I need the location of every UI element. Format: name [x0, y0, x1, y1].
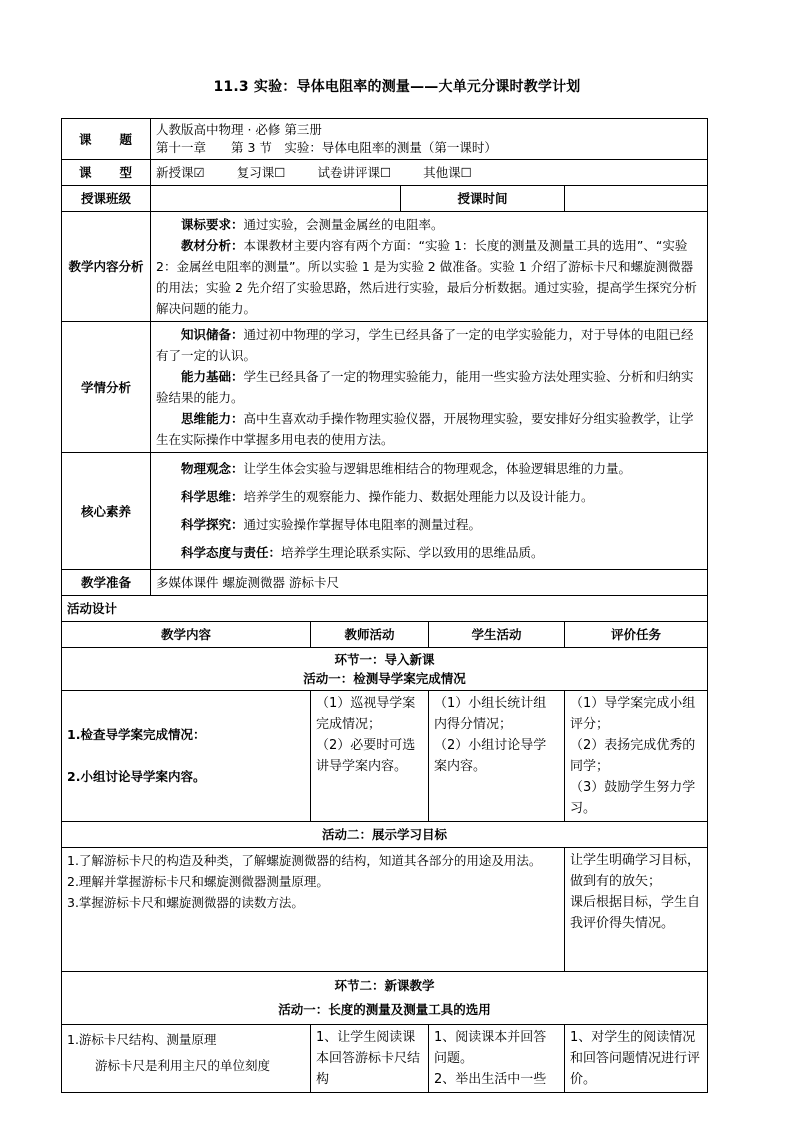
- student-item: 1、阅读课本并回答问题。: [434, 1030, 547, 1066]
- content-line: 1.游标卡尺结构、测量原理: [67, 1032, 217, 1047]
- student-item: 2、举出生活中一些: [434, 1072, 547, 1087]
- eval-item: （2）表扬完成优秀的同学；: [570, 738, 696, 774]
- prep-value: 多媒体课件 螺旋测微器 游标卡尺: [151, 570, 708, 596]
- teacher-item: （2）必要时可选讲导学案内容。: [316, 738, 416, 774]
- scientific-inquiry: [156, 511, 702, 539]
- goal-item: 2.理解并掌握游标卡尺和螺旋测微器测量原理。: [67, 874, 329, 889]
- content-analysis-label: 教学内容分析: [62, 212, 151, 322]
- textbook-analysis-title: 教材分析：: [181, 238, 244, 253]
- eval-item: 课后根据目标，学生自我评价得失情况。: [570, 895, 701, 931]
- thinking-ability-title: 思维能力：: [181, 411, 244, 426]
- document-title: 11.3 实验：导体电阻率的测量——大单元分课时教学计划: [213, 79, 581, 95]
- col-student-activity: 学生活动: [429, 622, 565, 648]
- student-analysis-label: 学情分析: [62, 322, 151, 453]
- knowledge-base: [156, 324, 702, 366]
- student-item: （1）小组长统计组内得分情况；: [434, 696, 547, 732]
- physics-concept-text: 让学生体会实验与逻辑思维相结合的物理观念，体验逻辑思维的力量。: [243, 461, 632, 476]
- lesson-type-label: 课 型: [62, 160, 151, 186]
- topic-line-1: 人教版高中物理 · 必修 第三册: [156, 122, 322, 137]
- part1-activity2-goals: [62, 848, 565, 972]
- student-item: （2）小组讨论导学案内容。: [434, 738, 547, 774]
- physics-concept-title: 物理观念：: [181, 461, 244, 476]
- content-line: 游标卡尺是利用主尺的单位刻度: [95, 1058, 271, 1073]
- goal-item: 1.了解游标卡尺的构造及种类，了解螺旋测微器的结构，知道其各部分的用途及用法。: [67, 853, 542, 868]
- core-literacy-value: [151, 453, 708, 570]
- lesson-type-options: [151, 160, 708, 186]
- scientific-attitude-text: 培养学生理论联系实际、学以致用的思维品质。: [281, 545, 544, 560]
- eval-item: （3）鼓励学生努力学习。: [570, 780, 696, 816]
- col-teacher-activity: 教师活动: [311, 622, 429, 648]
- part1-title: 环节一：导入新课: [334, 652, 435, 667]
- part1-activity1-student: [429, 691, 565, 822]
- part2-activity1-student: [429, 1025, 565, 1093]
- content-analysis-value: [151, 212, 708, 322]
- goal-item: 3.掌握游标卡尺和螺旋测微器的读数方法。: [67, 895, 304, 910]
- content-item: 1.检查导学案完成情况：: [67, 727, 206, 742]
- eval-item: （1）导学案完成小组评分；: [570, 696, 696, 732]
- part2-activity1-title: 活动一：长度的测量及测量工具的选用: [278, 1002, 491, 1017]
- teacher-item: （1）巡视导学案完成情况；: [316, 696, 416, 732]
- prep-label: 教学准备: [62, 570, 151, 596]
- topic-label: 课 题: [62, 119, 151, 160]
- scientific-thinking-title: 科学思维：: [181, 489, 244, 504]
- part2-activity1-teacher: 1、让学生阅读课本回答游标卡尺结构: [311, 1025, 429, 1093]
- textbook-analysis-text: 本课教材主要内容有两个方面：“实验 1：长度的测量及测量工具的选用”、“实验 2：金属丝电阻率的测量”。所以实验 1 是为实验 2 做准备。实验 1 介绍了游标卡尺和螺旋测微器的用法；实验 2 先介绍了实验思路，然后进行实验，最后分析数据。通过实验，提高学生探究分析解决问题的能力。: [156, 238, 697, 316]
- part1-activity2-eval: [565, 848, 708, 972]
- part2-activity1-content: [62, 1025, 311, 1093]
- scientific-attitude-title: 科学态度与责任：: [181, 545, 282, 560]
- ability-base-text: 学生已经具备了一定的物理实验能力，能用一些实验方法处理实验、分析和归纳实验结果的能力。: [156, 369, 694, 405]
- col-teaching-content: 教学内容: [62, 622, 311, 648]
- part1-activity1-content: [62, 691, 311, 822]
- part2-header: [62, 972, 708, 1025]
- scientific-thinking: [156, 483, 702, 511]
- curriculum-requirement: [156, 214, 702, 235]
- activity-design-label: 活动设计: [62, 596, 708, 622]
- scientific-inquiry-text: 通过实验操作掌握导体电阻率的测量过程。: [243, 517, 482, 532]
- scientific-inquiry-title: 科学探究：: [181, 517, 244, 532]
- knowledge-base-title: 知识储备：: [181, 327, 244, 342]
- part1-activity1-title: 活动一：检测导学案完成情况: [303, 671, 466, 686]
- activity-columns-header: [62, 622, 708, 648]
- ability-base-title: 能力基础：: [181, 369, 244, 384]
- part1-header: [62, 648, 708, 691]
- topic-value: [151, 119, 708, 160]
- content-item: 2.小组讨论导学案内容。: [67, 769, 206, 784]
- time-label: 授课时间: [401, 186, 565, 212]
- part1-activity2-title: 活动二：展示学习目标: [62, 822, 708, 848]
- scientific-attitude: [156, 539, 702, 567]
- ability-base: [156, 366, 702, 408]
- eval-item: 让学生明确学习目标，做到有的放矢；: [570, 853, 701, 889]
- core-literacy-label: 核心素养: [62, 453, 151, 570]
- part1-activity1-eval: [565, 691, 708, 822]
- lesson-type-other[interactable]: 其他课☐: [423, 165, 472, 180]
- lesson-plan-table: [61, 118, 708, 1093]
- part2-title: 环节二：新课教学: [334, 978, 435, 993]
- knowledge-base-text: 通过初中物理的学习，学生已经具备了一定的电学实验能力，对于导体的电阻已经有了一定的认识。: [156, 327, 694, 363]
- student-analysis-value: [151, 322, 708, 453]
- curriculum-requirement-text: 通过实验，会测量金属丝的电阻率。: [243, 217, 444, 232]
- thinking-ability-text: 高中生喜欢动手操作物理实验仪器，开展物理实验，要安排好分组实验教学，让学生在实际操作中掌握多用电表的使用方法。: [156, 411, 694, 447]
- scientific-thinking-text: 培养学生的观察能力、操作能力、数据处理能力以及设计能力。: [243, 489, 594, 504]
- time-value[interactable]: [565, 186, 708, 212]
- physics-concept: [156, 455, 702, 483]
- topic-line-2: 第十一章 第 3 节 实验：导体电阻率的测量（第一课时）: [156, 140, 497, 155]
- lesson-type-review[interactable]: 复习课☐: [236, 165, 286, 180]
- thinking-ability: [156, 408, 702, 450]
- lesson-type-exam-review[interactable]: 试卷讲评课☐: [317, 165, 392, 180]
- curriculum-requirement-title: 课标要求：: [181, 217, 244, 232]
- class-value[interactable]: [151, 186, 401, 212]
- part2-activity1-eval: 1、对学生的阅读情况和回答问题情况进行评价。: [565, 1025, 708, 1093]
- part1-activity1-teacher: [311, 691, 429, 822]
- class-label: 授课班级: [62, 186, 151, 212]
- textbook-analysis: [156, 235, 702, 319]
- lesson-type-new[interactable]: 新授课☑: [156, 165, 205, 180]
- col-evaluation-task: 评价任务: [565, 622, 708, 648]
